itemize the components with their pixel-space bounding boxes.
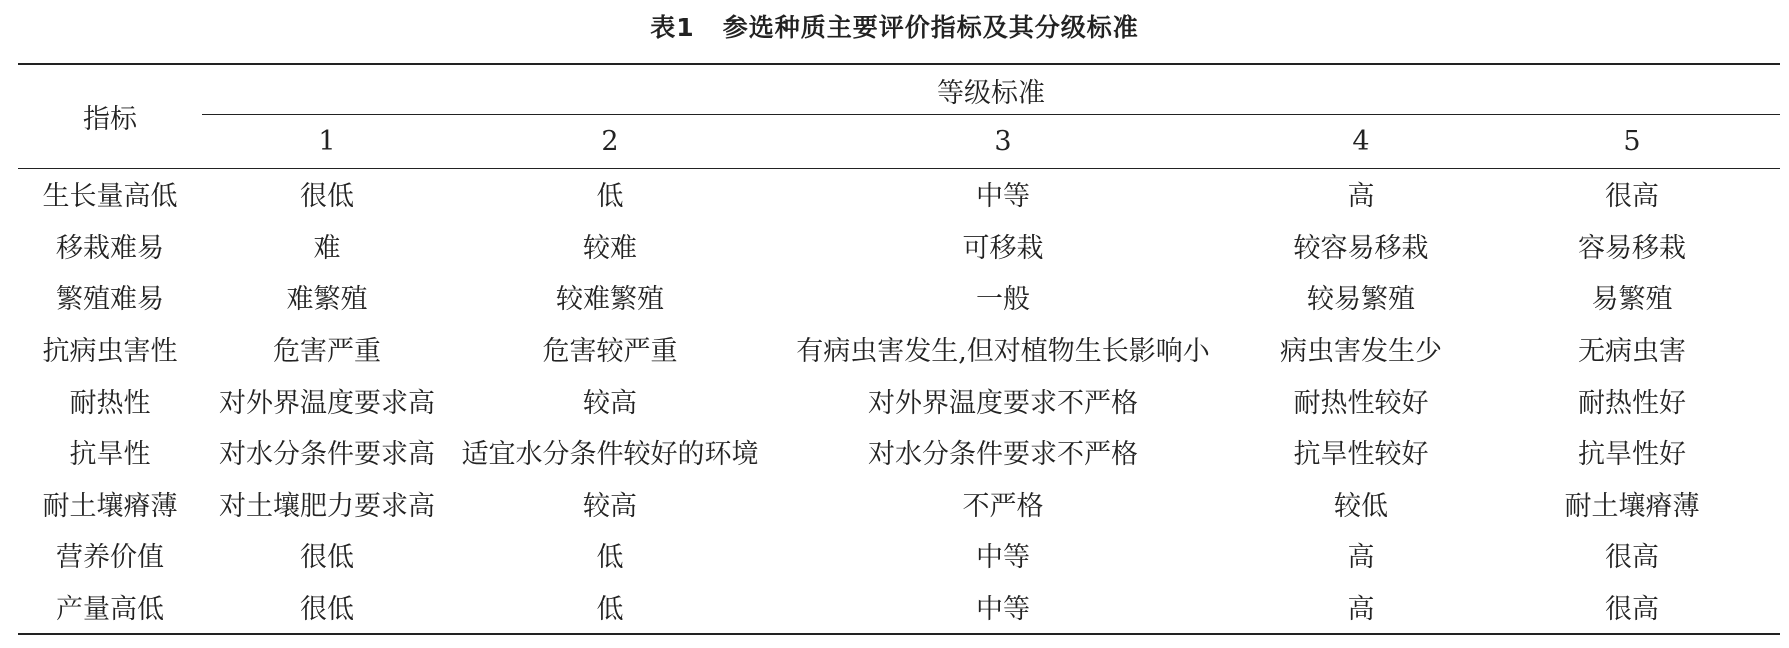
grade-cell: 危害较严重 — [542, 336, 678, 368]
grade-cell: 对水分条件要求高 — [219, 439, 435, 471]
table-row — [18, 426, 1780, 478]
grade-header: 2 — [601, 126, 619, 157]
grade-standard-header: 等级标准 — [937, 77, 1046, 109]
table-row — [18, 220, 1780, 272]
grade-cell: 耐热性好 — [1578, 387, 1687, 419]
grade-cell: 高 — [1347, 181, 1375, 213]
grade-cell: 很高 — [1605, 181, 1660, 213]
grade-cell: 较易繁殖 — [1307, 284, 1415, 316]
grade-cell: 中等 — [976, 542, 1030, 574]
grade-cell: 难 — [313, 232, 341, 264]
grading-table — [18, 65, 1780, 632]
indicator-cell: 产量高低 — [56, 594, 164, 626]
indicator-cell: 抗病虫害性 — [42, 336, 178, 368]
grade-cell: 较难 — [583, 232, 637, 264]
grade-cell: 一般 — [976, 284, 1030, 316]
grade-cell: 耐土壤瘠薄 — [1564, 490, 1700, 522]
grade-cell: 较高 — [583, 490, 637, 522]
table-row — [18, 581, 1780, 633]
grade-cell: 对外界温度要求不严格 — [868, 387, 1138, 419]
grade-cell: 很高 — [1605, 594, 1660, 626]
grade-cell: 较低 — [1334, 490, 1388, 522]
grade-cell: 耐热性较好 — [1293, 387, 1429, 419]
table-caption — [0, 8, 1789, 48]
indicator-cell: 移栽难易 — [56, 232, 164, 264]
grade-cell: 中等 — [976, 594, 1030, 626]
grade-cell: 容易移栽 — [1578, 232, 1687, 264]
grade-cell: 很高 — [1605, 542, 1660, 574]
table-row — [18, 323, 1780, 375]
grade-cell: 无病虫害 — [1578, 336, 1687, 368]
grade-cell: 危害严重 — [273, 336, 381, 368]
grade-cell: 低 — [596, 181, 624, 213]
table-row — [18, 478, 1780, 530]
grade-cell: 很低 — [300, 594, 354, 626]
grade-cell: 对水分条件要求不严格 — [868, 439, 1138, 471]
grade-cell: 高 — [1347, 542, 1375, 574]
table-header — [18, 65, 1780, 168]
grade-cell: 很低 — [300, 542, 354, 574]
table-row — [18, 374, 1780, 426]
grade-header: 5 — [1623, 126, 1641, 157]
grade-cell: 低 — [596, 542, 624, 574]
grade-cell: 很低 — [300, 181, 354, 213]
indicator-cell: 繁殖难易 — [56, 284, 164, 316]
grade-header: 1 — [318, 126, 336, 157]
table-title: 参选种质主要评价指标及其分级标准 — [722, 13, 1139, 42]
indicator-cell: 耐土壤瘠薄 — [42, 490, 178, 522]
table-row — [18, 168, 1780, 220]
grade-cell: 中等 — [976, 181, 1030, 213]
grade-cell: 有病虫害发生,但对植物生长影响小 — [796, 336, 1210, 368]
grade-cell: 可移栽 — [962, 232, 1044, 264]
grade-cell: 适宜水分条件较好的环境 — [461, 439, 759, 471]
grade-cell: 较难繁殖 — [556, 284, 664, 316]
table-row — [18, 529, 1780, 581]
grade-cell: 低 — [596, 594, 624, 626]
grade-cell: 对外界温度要求高 — [219, 387, 435, 419]
grade-cell: 不严格 — [962, 490, 1044, 522]
grade-cell: 难繁殖 — [286, 284, 368, 316]
grade-cell: 抗旱性好 — [1578, 439, 1687, 471]
table-row — [18, 271, 1780, 323]
indicator-cell: 耐热性 — [69, 387, 151, 419]
indicator-header: 指标 — [83, 104, 137, 135]
grade-cell: 病虫害发生少 — [1280, 336, 1442, 368]
indicator-cell: 营养价值 — [56, 542, 164, 574]
indicator-cell: 生长量高低 — [42, 181, 178, 213]
indicator-cell: 抗旱性 — [69, 439, 151, 471]
grade-cell: 易繁殖 — [1591, 284, 1673, 316]
grade-header: 4 — [1352, 126, 1370, 157]
grade-cell: 对土壤肥力要求高 — [219, 490, 435, 522]
table-number: 表1 — [650, 13, 695, 42]
grade-header: 3 — [994, 126, 1012, 157]
bottom-rule — [18, 633, 1780, 635]
grade-cell: 抗旱性较好 — [1293, 439, 1429, 471]
grade-cell: 高 — [1347, 594, 1375, 626]
grade-cell: 较高 — [583, 387, 637, 419]
grade-cell: 较容易移栽 — [1293, 232, 1429, 264]
table-body — [18, 168, 1780, 632]
